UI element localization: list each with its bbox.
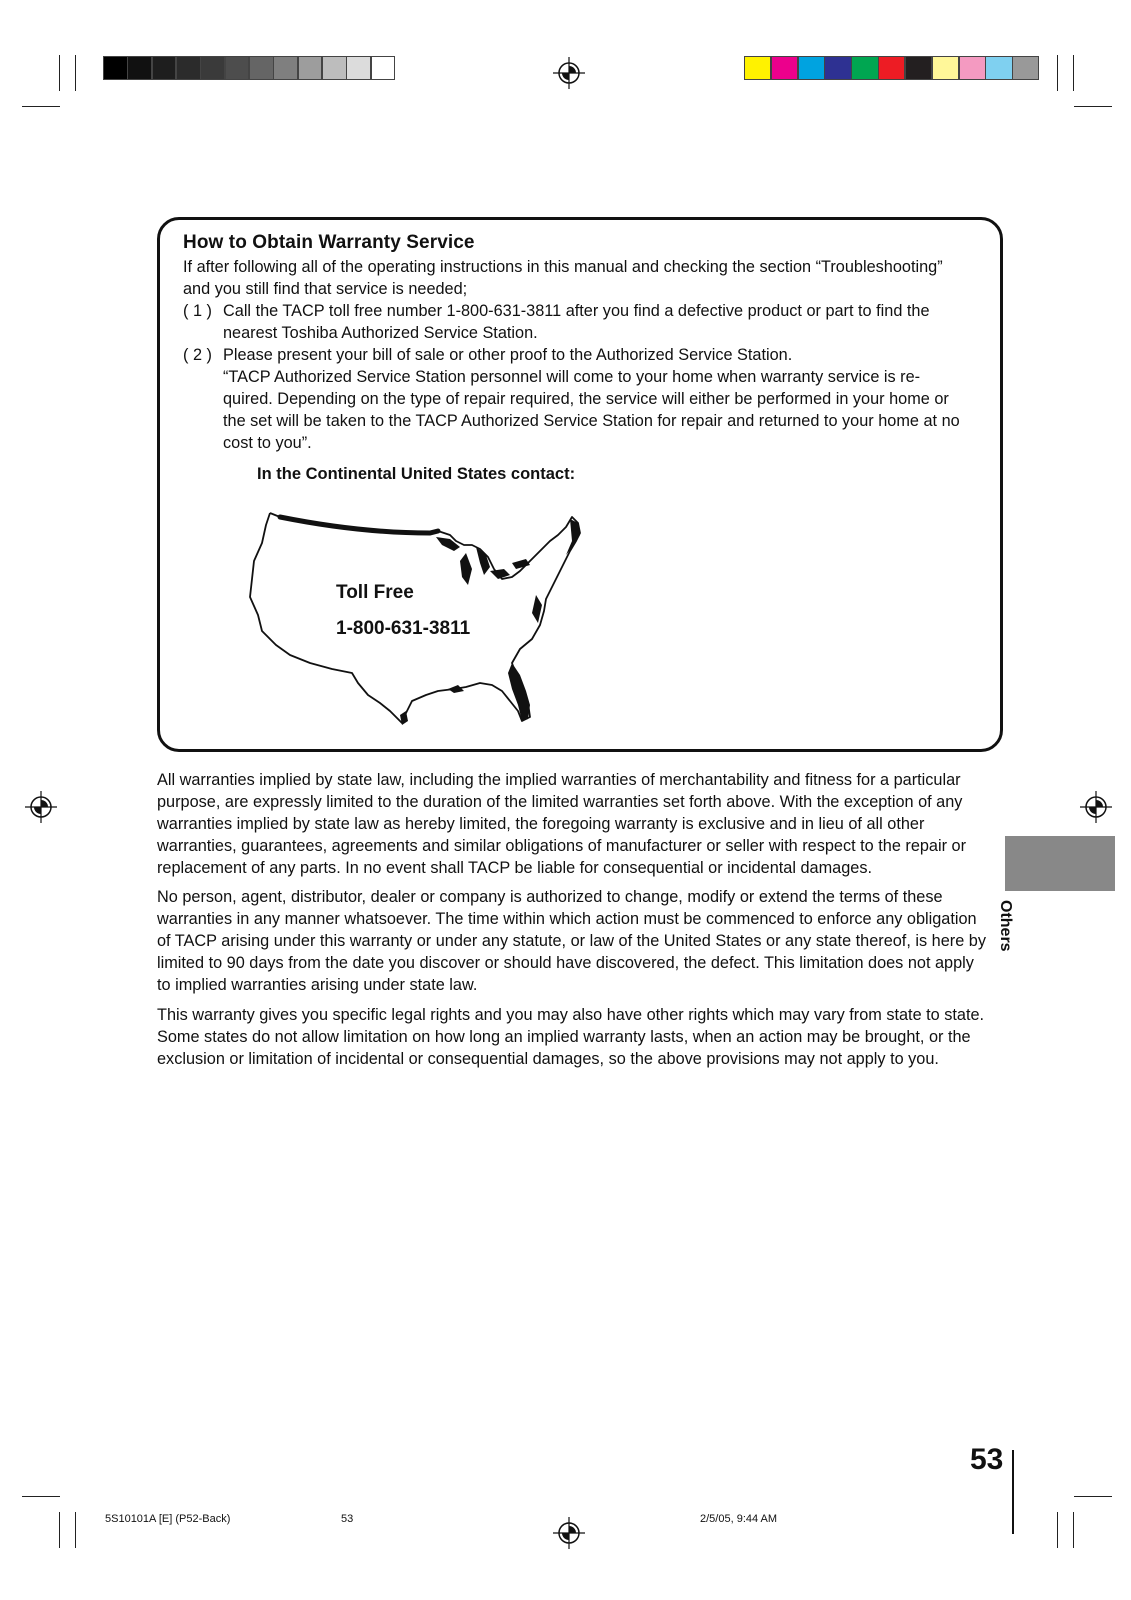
warranty-paragraph: This warranty gives you specific legal rights and you may also have other rights which may vary from state to state. Some states do not allow limitation on how long an implied warranty lasts, when an action may be brought, or the exclusion or limitation of incidental or consequential damages, so the above provisions may not apply to you. [157, 1006, 985, 1068]
intro-line: If after following all of the operating instructions in this manual and checking the section “Troubleshooting” [183, 258, 943, 276]
crop-mark [22, 106, 60, 107]
item-line: Please present your bill of sale or other proof to the Authorized Service Station. [223, 346, 793, 364]
crop-mark [59, 55, 60, 91]
grayscale-calibration-bar [103, 56, 395, 82]
registration-mark-icon [552, 56, 586, 90]
toll-free-label: Toll Free [336, 582, 414, 603]
crop-mark [75, 1512, 76, 1548]
warranty-box-title: How to Obtain Warranty Service [183, 232, 475, 253]
calibration-swatch [985, 56, 1012, 80]
calibration-swatch [851, 56, 878, 80]
calibration-swatch [878, 56, 905, 80]
footer-timestamp: 2/5/05, 9:44 AM [700, 1513, 778, 1525]
calibration-swatch [103, 56, 128, 80]
crop-mark [1074, 1496, 1112, 1497]
item-line: nearest Toshiba Authorized Service Station. [223, 324, 538, 342]
calibration-swatch [744, 56, 771, 80]
calibration-swatch [824, 56, 851, 80]
calibration-swatch [249, 56, 274, 80]
item-line: the set will be taken to the TACP Authorized Service Station for repair and returned to your home at no [223, 412, 960, 430]
calibration-swatch [152, 56, 177, 80]
registration-mark-icon [1079, 790, 1113, 824]
item-line: “TACP Authorized Service Station personnel will come to your home when warranty service is re- [223, 368, 921, 386]
toll-free-number: 1-800-631-3811 [336, 618, 471, 639]
calibration-swatch [176, 56, 201, 80]
footer-doc-code: 5S10101A [E] (P52-Back) [105, 1513, 231, 1525]
item-line: quired. Depending on the type of repair required, the service will either be performed in your home or [223, 390, 949, 408]
section-tab-label: Others [997, 900, 1014, 952]
crop-mark [1073, 55, 1074, 91]
contact-heading: In the Continental United States contact: [257, 465, 576, 483]
calibration-swatch [298, 56, 323, 80]
warranty-paragraph: All warranties implied by state law, including the implied warranties of merchantability and fitness for a particular purpose, are expressly limited to the duration of the limited warranties set forth above. With the exception of any warranties implied by state law as hereby limited, the foregoing warranty is exclusive and in lieu of all other warranties, guarantees, agreements and similar obligations of manufacturer or seller with respect to the repair or replacement of any parts. In no event shall TACP be liable for consequential or incidental damages. [157, 771, 967, 877]
footer-page: 53 [341, 1513, 354, 1525]
calibration-swatch [127, 56, 152, 80]
calibration-swatch [225, 56, 250, 80]
calibration-swatch [200, 56, 225, 80]
page-number: 53 [970, 1443, 1004, 1476]
item-line: Call the TACP toll free number 1-800-631-3811 after you find a defective product or part to find the [223, 302, 930, 320]
warranty-paragraph: No person, agent, distributor, dealer or company is authorized to change, modify or extend the terms of these warranties in any manner whatsoever. The time within which action must be commenced to enforce any obligation of TACP arising under this warranty or under any statute, or law of the United States or any state thereof, is here by limited to 90 days from the date you discover or should have discovered, the defect. This limitation does not apply to implied warranties arising under state law. [157, 888, 986, 994]
crop-mark [1057, 55, 1058, 91]
registration-mark-icon [552, 1516, 586, 1550]
item-line: cost to you”. [223, 434, 312, 452]
calibration-swatch [371, 56, 396, 80]
crop-mark [1057, 1512, 1058, 1548]
calibration-swatch [322, 56, 347, 80]
section-tab [1005, 836, 1115, 891]
registration-mark-icon [24, 790, 58, 824]
calibration-swatch [798, 56, 825, 80]
calibration-swatch [932, 56, 959, 80]
calibration-swatch [273, 56, 298, 80]
item-number: ( 1 ) [183, 302, 212, 320]
intro-line: and you still find that service is needed; [183, 280, 468, 298]
crop-mark [75, 55, 76, 91]
calibration-swatch [905, 56, 932, 80]
crop-mark [59, 1512, 60, 1548]
page-number-rule [1012, 1450, 1014, 1534]
item-number: ( 2 ) [183, 346, 212, 364]
calibration-swatch [771, 56, 798, 80]
calibration-swatch [1012, 56, 1039, 80]
crop-mark [1074, 106, 1112, 107]
crop-mark [1073, 1512, 1074, 1548]
calibration-swatch [346, 56, 371, 80]
calibration-swatch [959, 56, 986, 80]
color-calibration-bar [744, 56, 1039, 82]
crop-mark [22, 1496, 60, 1497]
